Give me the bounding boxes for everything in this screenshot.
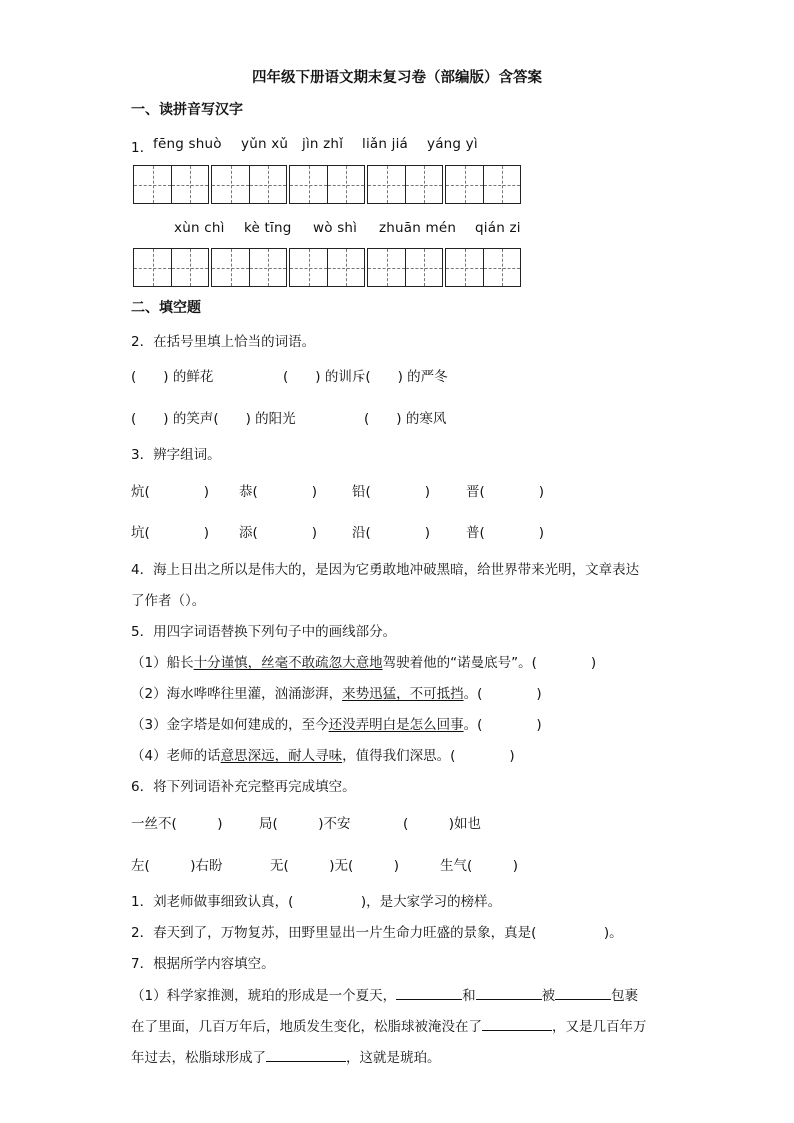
sentence-text: 。( ) (463, 686, 542, 702)
question-number: 1． (131, 140, 154, 156)
section-heading-fill-in: 二、填空题 (131, 300, 201, 316)
sentence-text: （3）金字塔是如何建成的，至今 (131, 717, 329, 733)
answer-box-keting[interactable] (211, 248, 287, 287)
pinyin-word: kè tīng (244, 220, 292, 236)
question-2-item[interactable]: ( ) 的笑声( ) 的阳光 (131, 411, 296, 427)
pinyin-word: jìn zhǐ (302, 136, 344, 152)
answer-blank[interactable] (266, 1047, 346, 1062)
question-2-item[interactable]: ( ) 的寒风 (364, 411, 447, 427)
question-3-item[interactable]: 坑( ) (131, 525, 210, 541)
question-5-item-1[interactable] (131, 651, 596, 671)
pinyin-word: zhuān mén (379, 220, 457, 236)
question-3-item[interactable]: 晋( ) (466, 484, 545, 500)
section-heading-pinyin: 一、读拼音写汉字 (131, 102, 243, 118)
page-title: 四年级下册语文期末复习卷（部编版）含答案 (252, 70, 542, 86)
answer-box-qianzi[interactable] (445, 248, 521, 287)
underlined-phrase: 来势迅猛，不可抵挡 (342, 686, 464, 702)
question-3-item[interactable]: 铅( ) (352, 484, 431, 500)
sentence-text: 。( ) (463, 717, 542, 733)
question-5-item-2[interactable] (131, 682, 542, 702)
sentence-text: 被 (541, 988, 556, 1004)
question-7-prompt: 7．根据所学内容填空。 (131, 956, 275, 972)
idiom-item[interactable]: 生气( ) (440, 858, 519, 874)
pinyin-row-1 (131, 136, 478, 156)
sentence-text: 包裹 (611, 988, 639, 1004)
sentence-text: （1）科学家推测，琥珀的形成是一个夏天， (131, 988, 397, 1004)
question-6-fill-1[interactable]: 1．刘老师做事细致认真，( )，是大家学习的榜样。 (131, 894, 502, 910)
writing-grid-row-2 (133, 248, 521, 287)
sentence-text: （2）海水哗哗往里灌，汹涌澎湃， (131, 686, 343, 702)
question-6-fill-2[interactable]: 2．春天到了，万物复苏，田野里显出一片生命力旺盛的景象，真是( )。 (131, 925, 623, 941)
pinyin-word: xùn chì (174, 220, 225, 236)
idiom-item[interactable]: 一丝不( ) (131, 816, 223, 832)
writing-grid-row-1 (133, 165, 521, 204)
answer-box-xunchi[interactable] (133, 248, 209, 287)
question-3-item[interactable]: 普( ) (466, 525, 545, 541)
sentence-text: 年过去，松脂球形成了 (131, 1050, 266, 1066)
underlined-phrase: 意思深远，耐人寻味 (220, 748, 343, 764)
question-3-item[interactable]: 恭( ) (239, 484, 318, 500)
answer-blank[interactable] (396, 985, 462, 1000)
answer-box-woshi[interactable] (289, 248, 365, 287)
answer-box-yangyi[interactable] (445, 165, 521, 204)
pinyin-word: qián zi (475, 220, 521, 236)
question-5-prompt: 5．用四字词语替换下列句子中的画线部分。 (131, 624, 397, 640)
question-2-item[interactable]: ( ) 的训斥( ) 的严冬 (283, 369, 448, 385)
sentence-text: 驾驶着他的“诺曼底号”。( ) (382, 655, 597, 671)
question-2-item[interactable]: ( ) 的鲜花 (131, 369, 214, 385)
pinyin-word: fēng shuò (153, 136, 222, 152)
question-7-line-3 (131, 1046, 441, 1066)
pinyin-row-2 (131, 220, 531, 238)
sentence-text: 在了里面，几百万年后，地质发生变化，松脂球被淹没在了 (131, 1019, 482, 1035)
pinyin-word: yáng yì (427, 136, 478, 152)
question-3-item[interactable]: 沿( ) (352, 525, 431, 541)
idiom-item[interactable]: ( )如也 (403, 816, 482, 832)
pinyin-word: yǔn xǔ (241, 136, 289, 152)
question-4-line-1: 4．海上日出之所以是伟大的，是因为它勇敢地冲破黑暗，给世界带来光明，文章表达 (131, 562, 640, 578)
underlined-phrase: 十分谨慎，丝毫不敢疏忽大意地 (193, 655, 383, 671)
question-3-item[interactable]: 炕( ) (131, 484, 210, 500)
answer-box-fengshuo[interactable] (133, 165, 209, 204)
sentence-text: （4）老师的话 (131, 748, 221, 764)
idiom-item[interactable]: 左( )右盼 (131, 858, 223, 874)
answer-box-yunxu[interactable] (211, 165, 287, 204)
answer-box-jinzhi[interactable] (289, 165, 365, 204)
answer-blank[interactable] (476, 985, 542, 1000)
answer-blank[interactable] (482, 1016, 552, 1031)
question-7-line-2 (131, 1015, 647, 1035)
question-3-prompt: 3．辨字组词。 (131, 447, 221, 463)
sentence-text: ，值得我们深思。( ) (342, 748, 515, 764)
pinyin-word: liǎn jiá (362, 136, 408, 152)
pinyin-word: wò shì (313, 220, 358, 236)
sentence-text: （1）船长 (131, 655, 194, 671)
question-2-prompt: 2．在括号里填上恰当的词语。 (131, 334, 316, 350)
question-5-item-4[interactable] (131, 744, 515, 764)
sentence-text: 和 (462, 988, 476, 1004)
sentence-text: ，这就是琥珀。 (346, 1050, 441, 1066)
answer-blank[interactable] (555, 985, 611, 1000)
idiom-item[interactable]: 无( )无( ) (270, 858, 400, 874)
question-6-prompt: 6．将下列词语补充完整再完成填空。 (131, 779, 356, 795)
answer-box-zhuanmen[interactable] (367, 248, 443, 287)
answer-box-lianjia[interactable] (367, 165, 443, 204)
question-3-item[interactable]: 添( ) (239, 525, 318, 541)
question-7-line-1 (131, 984, 638, 1004)
sentence-text: ，又是几百年万 (552, 1019, 647, 1035)
question-5-item-3[interactable] (131, 713, 542, 733)
idiom-item[interactable]: 局( )不安 (259, 816, 351, 832)
question-4-line-2[interactable]: 了作者（）。 (131, 593, 206, 609)
underlined-phrase: 还没弄明白是怎么回事 (328, 717, 464, 733)
